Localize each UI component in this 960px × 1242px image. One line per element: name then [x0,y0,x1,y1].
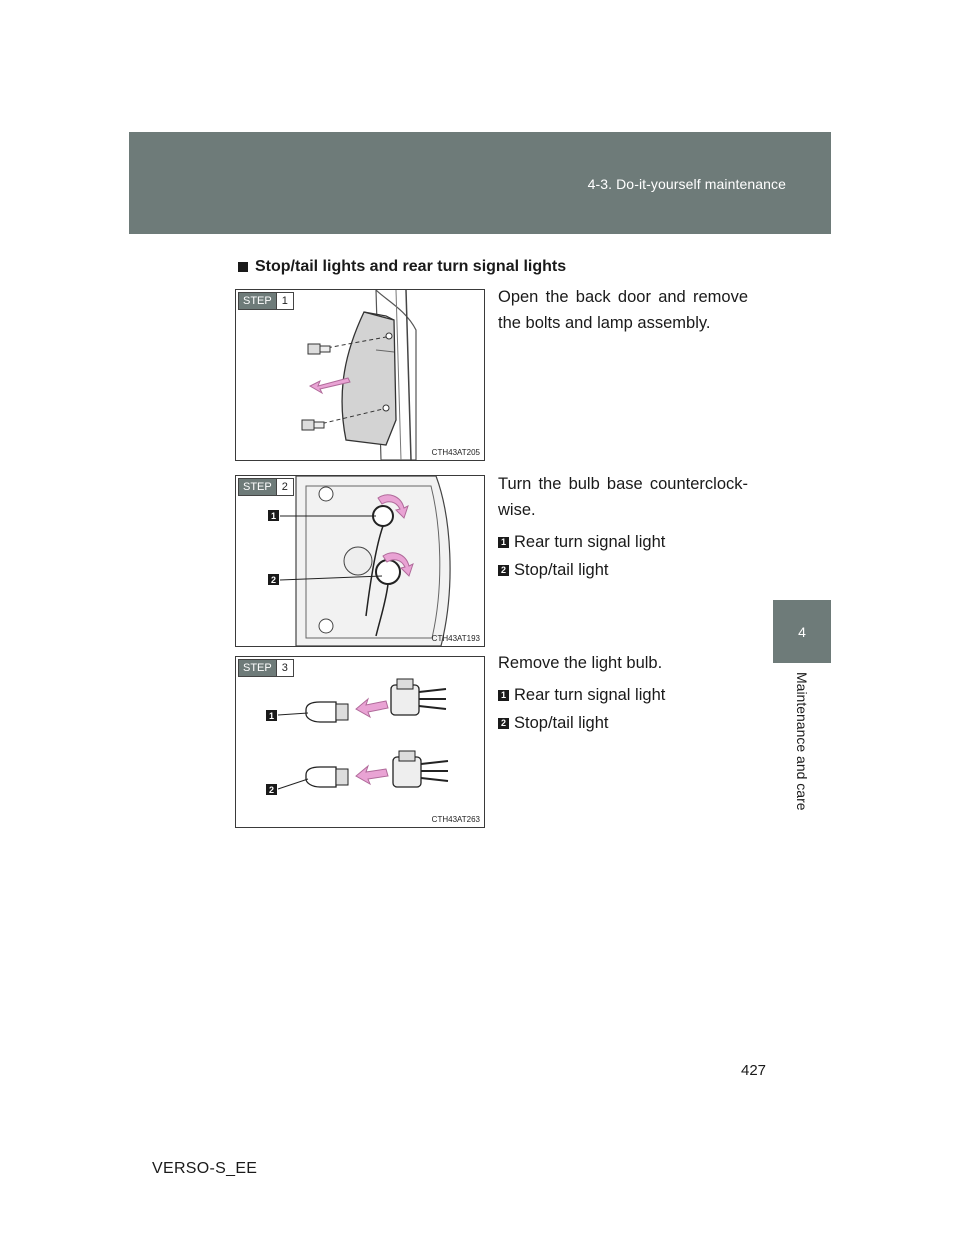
section-header: 4-3. Do-it-yourself maintenance [587,176,786,192]
step-1-text [498,284,748,336]
step-1-instruction: Open the back door and remove the bolts and lamp assembly. [498,288,748,332]
legend-item [498,686,748,704]
figure-code: CTH43AT205 [431,448,480,457]
bulb-base-illustration [236,476,484,646]
chapter-label-text: Maintenance and care [794,672,810,811]
callout-2: 2 [266,784,277,795]
legend-item [498,533,748,551]
footer-code: VERSO-S_EE [152,1160,258,1177]
legend-number: 2 [498,565,509,576]
step-1-figure [235,289,485,461]
legend-label: Rear turn signal light [514,533,666,551]
chapter-label [782,672,822,822]
step-2-instruction: Turn the bulb base counterclock-wise. [498,475,748,519]
section-title [238,258,566,276]
step-badge-label: STEP [239,293,276,309]
figure-code: CTH43AT263 [431,815,480,824]
legend-item [498,561,748,579]
legend-number: 2 [498,718,509,729]
step-badge-label: STEP [239,479,276,495]
legend-label: Rear turn signal light [514,686,666,704]
bulb-removal-illustration [236,657,484,827]
step-badge [238,478,294,496]
step-2-text [498,471,748,579]
chapter-tab[interactable] [773,600,831,663]
callout-2: 2 [268,574,279,585]
step-badge-label: STEP [239,660,276,676]
header-band [129,132,831,234]
step-2-figure [235,475,485,647]
callout-1: 1 [266,710,277,721]
legend-label: Stop/tail light [514,714,609,732]
lamp-removal-illustration [236,290,484,460]
section-title-text: Stop/tail lights and rear turn signal lights [255,258,567,275]
legend-number: 1 [498,690,509,701]
step-3-instruction: Remove the light bulb. [498,654,663,672]
callout-1: 1 [268,510,279,521]
step-3-figure [235,656,485,828]
legend-label: Stop/tail light [514,561,609,579]
legend-number: 1 [498,537,509,548]
step-badge [238,292,294,310]
page-number: 427 [741,1062,767,1079]
step-badge-number: 3 [276,660,293,676]
legend-item [498,714,748,732]
step-badge-number: 2 [276,479,293,495]
step-badge [238,659,294,677]
figure-code: CTH43AT193 [431,634,480,643]
step-badge-number: 1 [276,293,293,309]
square-bullet-icon [238,262,248,272]
chapter-number: 4 [798,623,806,640]
step-3-text [498,650,748,732]
